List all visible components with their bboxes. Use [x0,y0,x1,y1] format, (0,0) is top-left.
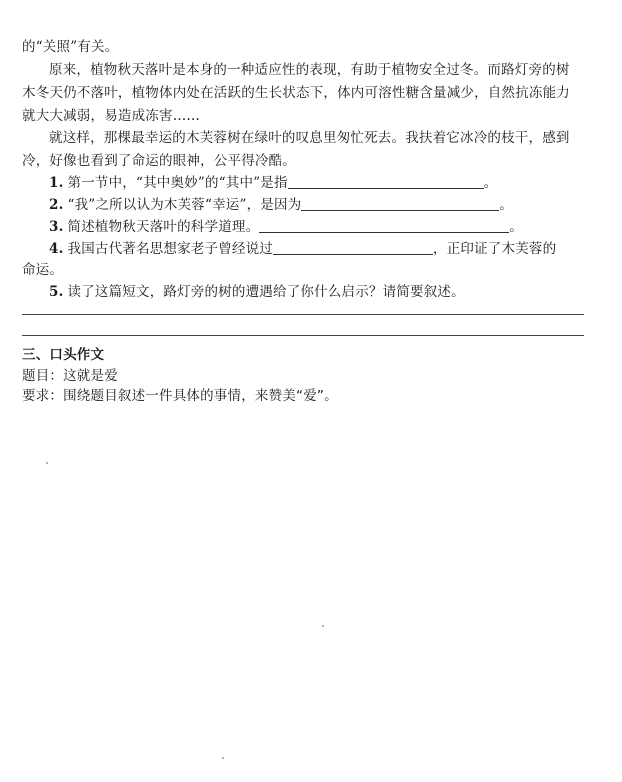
question-2-answer-blank[interactable] [301,196,499,211]
question-1-answer-blank[interactable] [288,174,484,189]
question-2 [49,195,609,215]
question-1-number: 1. [49,175,64,191]
question-3 [49,217,609,237]
passage-line-5: 就这样，那棵最幸运的木芙蓉树在绿叶的叹息里匆忙死去。我扶着它冰冷的枝干，感到 [49,130,570,146]
question-2-number: 2. [49,197,64,213]
passage-line-1: 的“关照”有关。 [22,39,119,55]
question-1 [49,173,609,193]
question-1-end: 。 [483,175,498,191]
question-4-text: 我国古代著名思想家老子曾经说过 [67,241,273,257]
scan-speck [46,462,48,464]
passage-line-2: 原来，植物秋天落叶是本身的一种适应性的表现，有助于植物安全过冬。而路灯旁的树 [49,62,570,78]
question-2-end: 。 [499,197,514,213]
question-3-end: 。 [509,219,524,235]
answer-line-2[interactable] [22,335,584,336]
section-3-topic: 题目：这就是爱 [22,368,118,384]
passage-line-3: 木冬天仍不落叶，植物体内处在活跃的生长状态下，体内可溶性糖含量减少，自然抗冻能力 [22,85,570,101]
passage-line-4: 就大大减弱，易造成冻害…… [22,108,201,124]
question-2-text: “我”之所以认为木芙蓉“幸运”，是因为 [67,197,302,213]
question-4-end: ，正印证了木芙蓉的 [433,241,557,257]
question-3-text: 简述植物秋天落叶的科学道理。 [67,219,260,235]
question-5 [49,282,609,302]
question-4 [49,239,609,259]
question-4-answer-blank[interactable] [273,240,433,255]
question-3-answer-blank[interactable] [259,218,509,233]
question-4-number: 4. [49,241,64,257]
question-1-text: 第一节中，“其中奥妙”的“其中”是指 [67,175,288,191]
question-5-number: 5. [49,284,64,300]
answer-line-1[interactable] [22,314,584,315]
question-4-continuation: 命运。 [22,262,64,278]
section-3-title: 三、口头作文 [22,347,105,363]
scan-speck [322,625,324,627]
question-5-text: 读了这篇短文，路灯旁的树的遭遇给了你什么启示？请简要叙述。 [67,284,465,300]
section-3-requirement: 要求：围绕题目叙述一件具体的事情，来赞美“爱”。 [22,388,338,404]
scan-speck [222,757,224,759]
question-3-number: 3. [49,219,64,235]
passage-line-6: 冷，好像也看到了命运的眼神，公平得冷酷。 [22,153,296,169]
